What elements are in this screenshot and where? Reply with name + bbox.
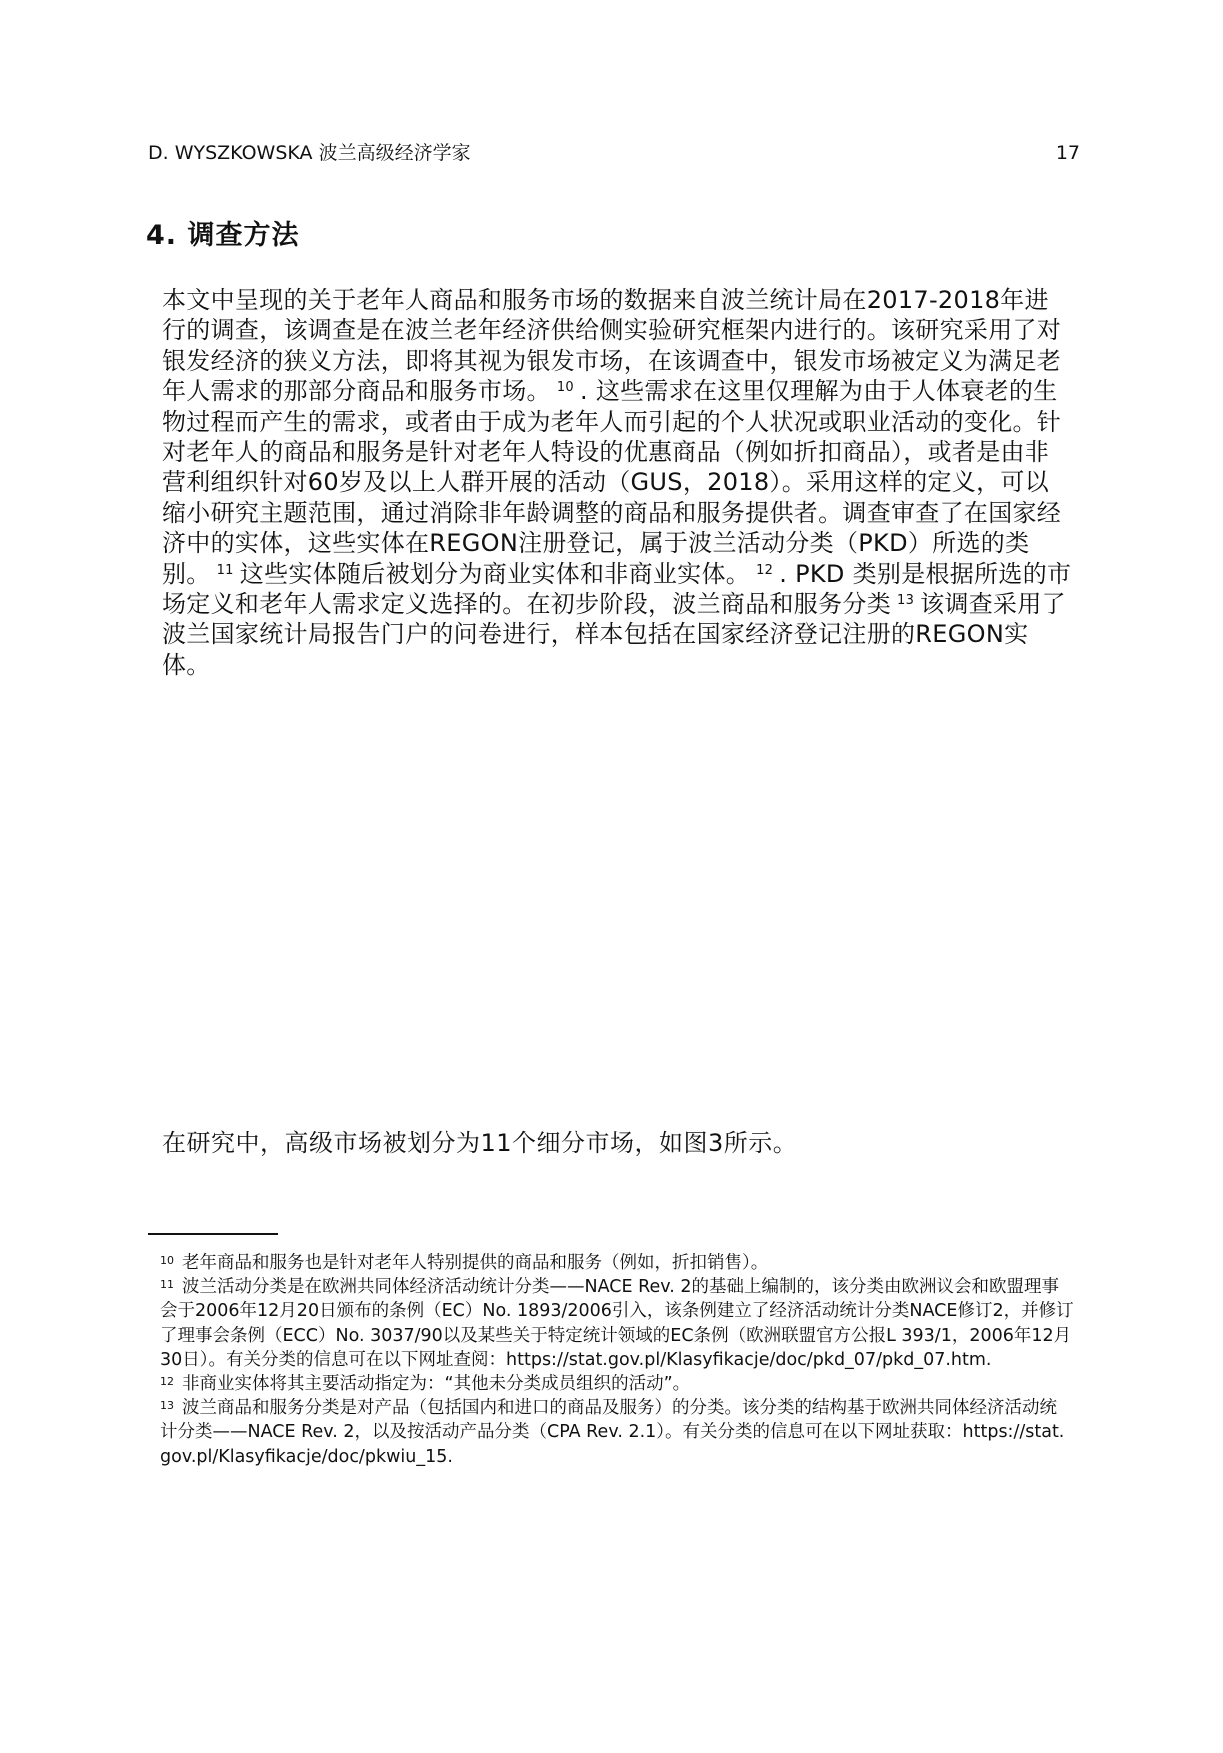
footnote-text: 波兰活动分类是在欧洲共同体经济活动统计分类——NACE Rev. 2的基础上编制的，该分类由欧洲议会和欧盟理事会于2006年12月20日颁布的条例（EC）No. 1893/2006引入，该条例建立了经济活动统计分类NACE修订2，并修订了理事会条例（ECC）No. 3037/90以及某些关于特定统计领域的EC条例（欧洲联盟官方公报L 393/1，2006年12月30日）。有关分类的信息可在以下网址查阅：https://stat.gov.pl/Klasyfikacje/doc/pkd_07/pkd_07.htm. xyxy=(160,1277,1074,1370)
footnote xyxy=(160,1251,1074,1275)
footnote-ref-11: 11 xyxy=(216,562,234,578)
footnote-ref-10: 10 xyxy=(556,380,574,396)
footnote-divider xyxy=(148,1233,278,1235)
body-text-segment: . 这些需求在这里仅理解为由于人体衰老的生物过程而产生的需求，或者由于成为老年人而引起的个人状况或职业活动的变化。针对老年人的商品和服务是针对老年人特设的优惠商品（例如折扣商品），或者是由非营利组织针对60岁及以上人群开展的活动（GUS，2018）。采用这样的定义，可以缩小研究主题范围，通过消除非年龄调整的商品和服务提供者。调查审查了在国家经济中的实体，这些实体在REGON注册登记，属于波兰活动分类（PKD）所选的类别。 xyxy=(162,377,1062,588)
footnote-text: 老年商品和服务也是针对老年人特别提供的商品和服务（例如，折扣销售）。 xyxy=(182,1253,769,1273)
footnote-ref-13: 13 xyxy=(897,593,915,609)
footnote-number: 10 xyxy=(160,1254,174,1267)
footnote-number: 11 xyxy=(160,1278,174,1292)
section-title: 4. 调查方法 xyxy=(146,220,300,251)
body-text-segment: . PKD 类别是根据所选的市场定义和老年人需求定义选择的。在初步阶段，波兰商品和服务分类 xyxy=(162,559,1072,619)
body-text-segment: 该调查采用了波兰国家统计局报告门户的问卷进行，样本包括在国家经济登记注册的REGON实体。 xyxy=(162,590,1066,679)
footnote-number: 13 xyxy=(160,1399,174,1413)
body-text-segment: 本文中呈现的关于老年人商品和服务市场的数据来自波兰统计局在2017-2018年进行的调查，该调查是在波兰老年经济供给侧实验研究框架内进行的。该研究采用了对银发经济的狭义方法，即将其视为银发市场，在该调查中，银发市场被定义为满足老年人需求的那部分商品和服务市场。 xyxy=(162,286,1062,406)
footnote-ref-12: 12 xyxy=(756,562,774,578)
footnote xyxy=(160,1396,1074,1469)
header-title: D. WYSZKOWSKA 波兰高级经济学家 xyxy=(148,142,471,164)
footnote-number: 12 xyxy=(160,1375,174,1389)
body-paragraph xyxy=(162,285,1072,680)
footnote xyxy=(160,1275,1074,1372)
body-text-segment: 这些实体随后被划分为商业实体和非商业实体。 xyxy=(239,559,751,588)
footnote xyxy=(160,1372,1074,1396)
closing-paragraph: 在研究中，高级市场被划分为11个细分市场，如图3所示。 xyxy=(162,1129,798,1157)
running-header xyxy=(148,138,1080,168)
page-number: 17 xyxy=(1055,142,1080,164)
footnote-text: 非商业实体将其主要活动指定为：“其他未分类成员组织的活动”。 xyxy=(182,1374,691,1395)
footnotes xyxy=(160,1251,1074,1469)
footnote-text: 波兰商品和服务分类是对产品（包括国内和进口的商品及服务）的分类。该分类的结构基于欧洲共同体经济活动统计分类——NACE Rev. 2，以及按活动产品分类（CPA Rev. 2.1）。有关分类的信息可在以下网址获取：https://stat.gov.pl/Klasyfikacje/doc/pkwiu_15. xyxy=(160,1398,1065,1467)
